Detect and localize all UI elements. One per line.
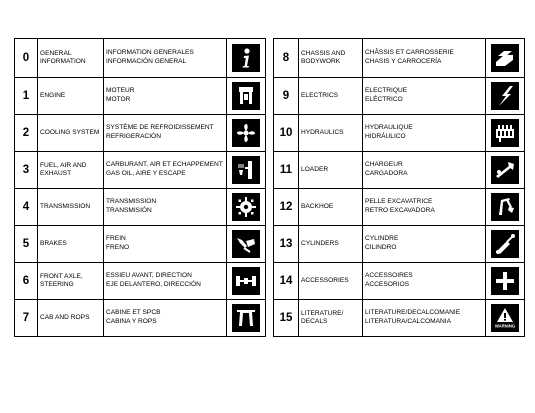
section-title-translations [363,39,486,77]
section-number: 4 [15,189,38,225]
section-title-spanish: FRENO [106,244,130,251]
section-title-spanish: ELÉCTRICO [365,96,403,103]
loader-arm-icon [491,156,519,184]
brake-pedal-icon [232,230,260,258]
section-number: 12 [274,189,299,225]
section-title-french: CYLINDRE [365,235,399,243]
section-title-english: HYDRAULICS [299,115,363,151]
section-row[interactable] [15,39,265,77]
section-title-translations [104,263,227,299]
section-title-english: FRONT AXLE, STEERING [38,263,104,299]
section-title-french: LITERATURE/DECALCOMANIE [365,309,461,317]
section-number: 6 [15,263,38,299]
hydraulic-valve-icon [491,119,519,147]
chassis-icon [491,44,519,72]
section-title-english: CYLINDERS [299,226,363,262]
section-title-translations [104,189,227,225]
axle-icon [232,267,260,295]
section-row[interactable] [274,262,524,299]
gear-icon [232,193,260,221]
section-title-spanish: CABINA Y ROPS [106,318,157,325]
section-row[interactable] [15,225,265,262]
info-icon [232,44,260,72]
section-title-translations [104,300,227,336]
section-title-english: TRANSMISSION [38,189,104,225]
section-row[interactable] [274,39,524,77]
section-title-translations [104,152,227,188]
section-title-english: ELECTRICS [299,78,363,114]
plus-icon [491,267,519,295]
section-title-spanish: RETRO EXCAVADORA [365,207,435,214]
section-number: 10 [274,115,299,151]
section-title-translations [104,78,227,114]
section-number: 8 [274,39,299,77]
section-title-spanish: LITERATURA/CALCOMANIA [365,318,451,325]
section-title-english: GENERAL INFORMATION [38,39,104,77]
section-title-french: SYSTÈME DE REFROIDISSEMENT [106,124,214,132]
section-number: 7 [15,300,38,336]
section-title-english: FUEL, AIR AND EXHAUST [38,152,104,188]
section-title-english: CAB AND ROPS [38,300,104,336]
section-number: 0 [15,39,38,77]
section-title-translations [363,78,486,114]
section-title-french: HYDRAULIQUE [365,124,413,132]
section-row[interactable] [15,299,265,336]
section-title-spanish: MOTOR [106,96,131,103]
section-number: 13 [274,226,299,262]
section-title-english: LOADER [299,152,363,188]
section-title-translations [363,226,486,262]
section-title-french: ACCESSOIRES [365,272,413,280]
section-number: 15 [274,300,299,336]
section-title-spanish: REFRIGERACIÓN [106,133,161,140]
sections-table-left [14,38,266,337]
section-title-french: ELECTRIQUE [365,87,408,95]
section-row[interactable] [15,188,265,225]
section-title-english: COOLING SYSTEM [38,115,104,151]
section-title-translations [363,115,486,151]
section-number: 1 [15,78,38,114]
backhoe-icon [491,193,519,221]
section-row[interactable] [274,225,524,262]
section-title-french: FREIN [106,235,126,243]
section-title-spanish: INFORMACIÓN GENERAL [106,58,187,65]
section-title-spanish: ACCESORIOS [365,281,409,288]
section-row[interactable] [274,114,524,151]
section-title-french: MOTEUR [106,87,135,95]
section-title-english: ACCESSORIES [299,263,363,299]
section-row[interactable] [274,77,524,114]
section-title-translations [104,115,227,151]
section-row[interactable] [15,262,265,299]
section-title-english: BACKHOE [299,189,363,225]
section-title-spanish: TRANSMISIÓN [106,207,152,214]
section-title-translations [363,263,486,299]
engine-icon [232,82,260,110]
section-title-spanish: CILINDRO [365,244,397,251]
section-title-english: LITERATURE/ DECALS [299,300,363,336]
section-title-spanish: EJE DELANTERO, DIRECCIÓN [106,281,201,288]
section-title-french: CABINE ET SPCB [106,309,161,317]
section-number: 11 [274,152,299,188]
section-title-english: CHASSIS AND BODYWORK [299,39,363,77]
section-row[interactable] [15,151,265,188]
cab-icon [232,304,260,332]
cylinder-icon [491,230,519,258]
section-title-translations [363,152,486,188]
section-title-french: CHÂSSIS ET CARROSSERIE [365,49,454,57]
section-row[interactable] [274,188,524,225]
section-number: 2 [15,115,38,151]
section-number: 5 [15,226,38,262]
section-title-french: PELLE EXCAVATRICE [365,198,433,206]
section-title-french: TRANSMISSION [106,198,157,206]
lightning-icon [491,82,519,110]
cooling-fan-icon [232,119,260,147]
section-title-french: CARBURANT, AIR ET ECHAPPEMENT [106,161,223,169]
section-title-translations [363,300,486,336]
section-title-french: CHARGEUR [365,161,403,169]
section-row[interactable] [274,151,524,188]
section-title-english: BRAKES [38,226,104,262]
warning-decal-label: WARNING [494,323,516,329]
section-row[interactable] [274,299,524,336]
section-row[interactable] [15,77,265,114]
section-title-translations [104,226,227,262]
section-row[interactable] [15,114,265,151]
section-number: 3 [15,152,38,188]
section-title-french: ESSIEU AVANT, DIRECTION [106,272,192,280]
section-title-spanish: CARGADORA [365,170,408,177]
section-title-spanish: CHASIS Y CARROCERÍA [365,58,442,65]
warning-decal-icon [491,304,519,332]
section-title-english: ENGINE [38,78,104,114]
section-title-spanish: GAS OIL, AIRE Y ESCAPE [106,170,186,177]
section-number: 9 [274,78,299,114]
sections-table-right [273,38,525,337]
section-title-spanish: HIDRÁULICO [365,133,406,140]
fuel-exhaust-icon [232,156,260,184]
section-title-translations [104,39,227,77]
section-number: 14 [274,263,299,299]
section-title-translations [363,189,486,225]
section-title-french: INFORMATION GENERALES [106,49,194,57]
